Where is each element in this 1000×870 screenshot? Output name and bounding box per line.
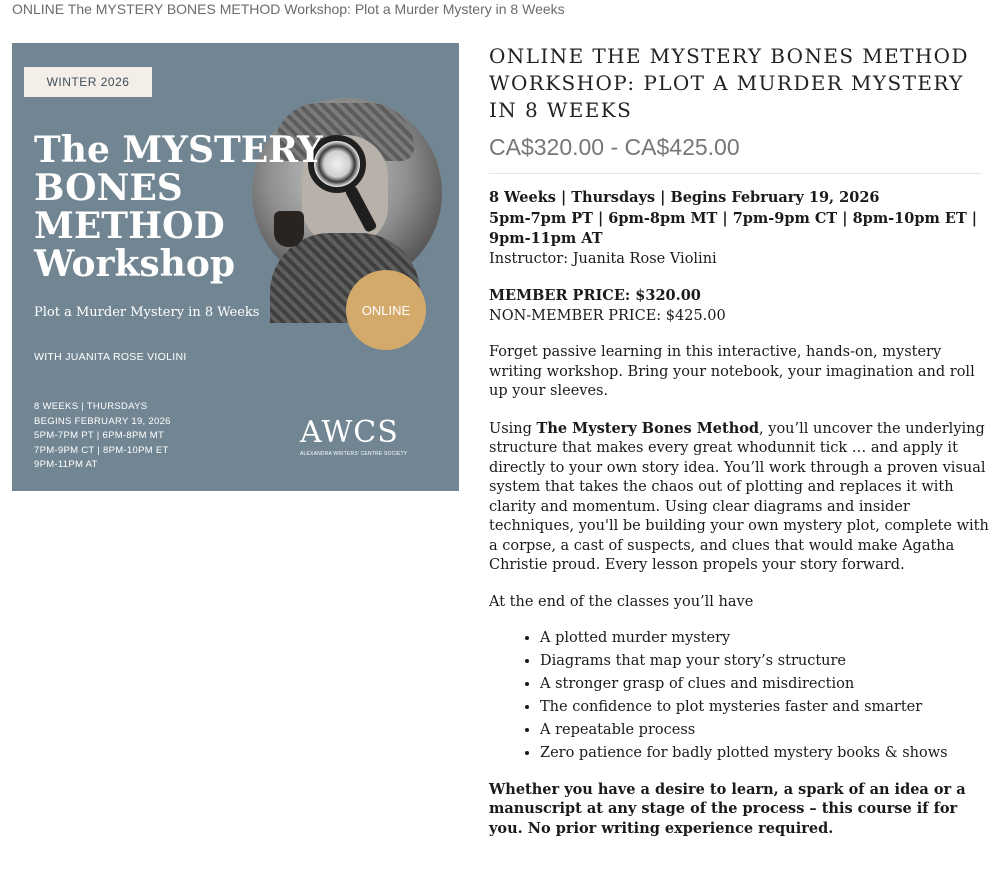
breadcrumb: ONLINE The MYSTERY BONES METHOD Workshop: Plot a Murder Mystery in 8 Weeks bbox=[12, 1, 565, 17]
closing-paragraph: Whether you have a desire to learn, a spark of an idea or a manuscript at any stage of the process – this course if for you. No prior writing experience required. bbox=[489, 780, 966, 837]
list-item: • A repeatable process bbox=[540, 721, 989, 741]
season-label: WINTER 2026 bbox=[24, 67, 152, 97]
intro-paragraph: Forget passive learning in this interactive, hands-on, mystery writing workshop. Bring your notebook, your imagination and roll up your sleeves. bbox=[489, 344, 975, 399]
method-prefix: Using bbox=[489, 420, 537, 437]
non-member-price: NON-MEMBER PRICE: $425.00 bbox=[489, 307, 726, 324]
list-item: • Zero patience for badly plotted mystery books & shows bbox=[540, 744, 989, 764]
outcomes-list bbox=[489, 629, 989, 764]
poster-instructor: WITH JUANITA ROSE VIOLINI bbox=[34, 351, 187, 363]
list-item: • Diagrams that map your story’s structure bbox=[540, 652, 989, 672]
outcomes-intro: At the end of the classes you’ll have bbox=[489, 593, 754, 610]
product-image[interactable] bbox=[12, 43, 459, 491]
online-badge: ONLINE bbox=[346, 270, 426, 350]
method-name: The Mystery Bones Method bbox=[536, 419, 760, 437]
poster-subtitle: Plot a Murder Mystery in 8 Weeks bbox=[34, 305, 260, 320]
list-item: • A plotted murder mystery bbox=[540, 629, 989, 649]
product-details bbox=[489, 43, 989, 855]
schedule-line-2: 5pm-7pm PT | 6pm-8pm MT | 7pm-9pm CT | 8pm-10pm ET | 9pm-11pm AT bbox=[489, 209, 978, 247]
method-paragraph bbox=[489, 419, 989, 576]
poster-schedule: 8 WEEKS | THURSDAYS BEGINS FEBRUARY 19, 2026 5PM-7PM PT | 6PM-8PM MT 7PM-9PM CT | 8PM-10PM ET 9PM-11PM AT bbox=[34, 401, 171, 470]
instructor: Instructor: Juanita Rose Violini bbox=[489, 250, 717, 267]
poster-title: The MYSTERY BONES METHOD Workshop bbox=[34, 129, 323, 285]
product-title: ONLINE THE MYSTERY BONES METHOD WORKSHOP: PLOT A MURDER MYSTERY IN 8 WEEKS bbox=[489, 44, 969, 122]
member-price: MEMBER PRICE: $320.00 bbox=[489, 287, 701, 304]
awcs-logo-subtitle: ALEXANDRA WRITERS' CENTRE SOCIETY bbox=[300, 451, 408, 457]
list-item: • A stronger grasp of clues and misdirection bbox=[540, 675, 989, 695]
price-range: CA$320.00 - CA$425.00 bbox=[489, 134, 740, 160]
list-item: • The confidence to plot mysteries faster and smarter bbox=[540, 698, 989, 718]
divider bbox=[489, 173, 981, 174]
schedule-line-1: 8 Weeks | Thursdays | Begins February 19, 2026 bbox=[489, 189, 880, 206]
product-description bbox=[489, 188, 989, 838]
method-body: , you’ll uncover the underlying structure that makes every great whodunnit tick … and apply it directly to your own story idea. You’ll work through a proven visual system that takes the chaos out of plotting and replaces it with clarity and momentum. Using clear diagrams and insider techniques, you'll be building your own mystery plot, complete with a corpse, a cast of suspects, and clues that would make Agatha Christie proud. Every lesson propels your story forward. bbox=[489, 420, 989, 573]
awcs-logo: AWCS bbox=[300, 415, 399, 450]
